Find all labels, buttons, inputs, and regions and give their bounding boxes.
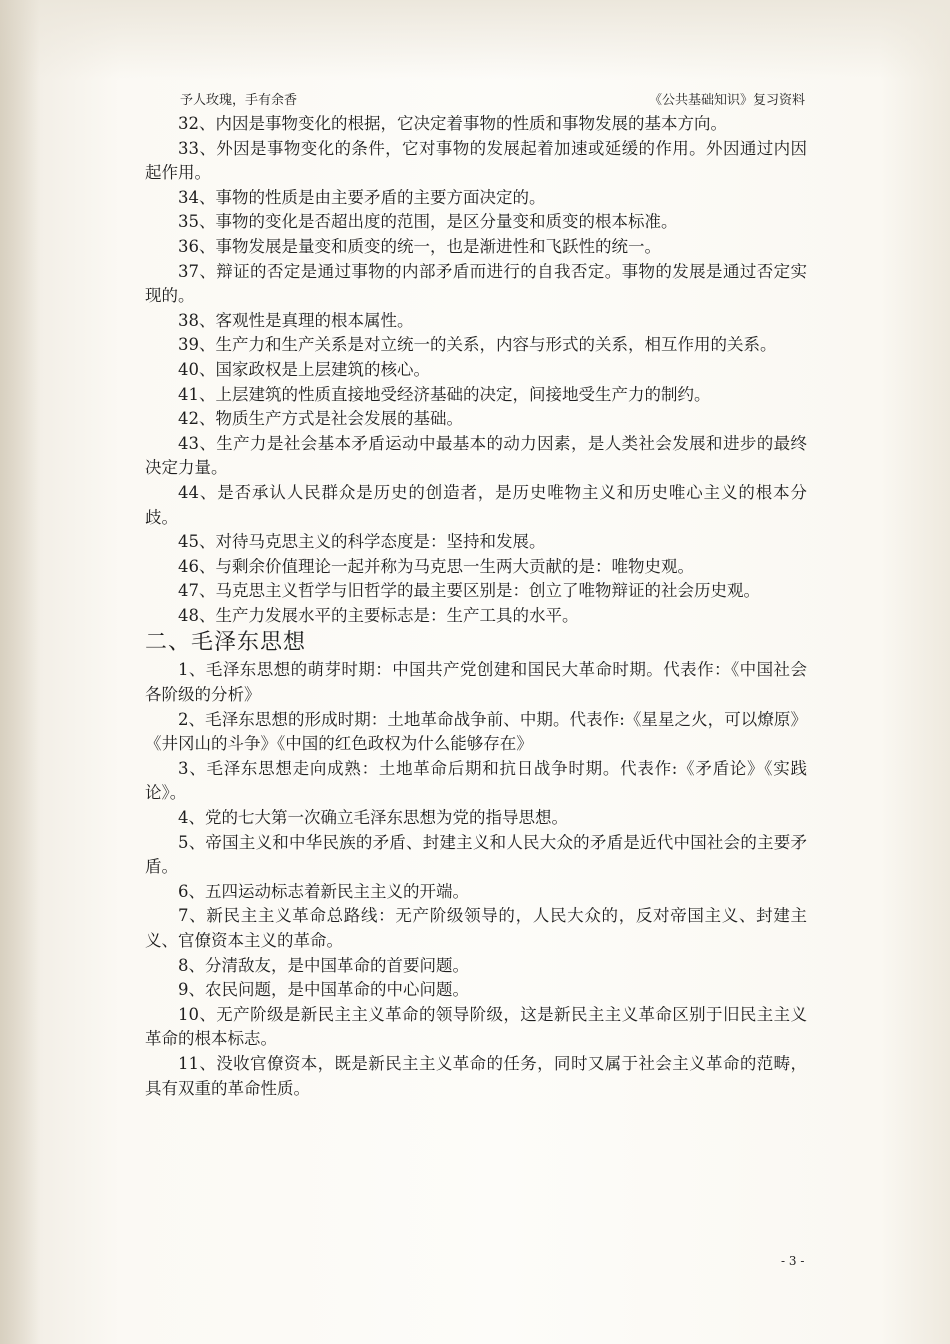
page-number: - 3 - [781,1254,805,1268]
list-item: 7、新民主主义革命总路线：无产阶级领导的，人民大众的，反对帝国主义、封建主义、官僚资本主义的革命。 [145,906,807,950]
list-item: 1、毛泽东思想的萌芽时期：中国共产党创建和国民大革命时期。代表作：《中国社会各阶级的分析》 [145,660,807,705]
list-item: 10、无产阶级是新民主主义革命的领导阶级，这是新民主主义革命区别于旧民主主义革命的根本标志。 [145,1004,807,1049]
list-item: 46、与剩余价值理论一起并称为马克思一生两大贡献的是：唯物史观。 [178,556,694,576]
page-top-shadow [0,0,950,80]
list-item: 34、事物的性质是由主要矛盾的主要方面决定的。 [178,187,546,207]
page-binding-shadow [0,0,40,1344]
section-mao-items [145,658,807,1101]
list-item: 37、辩证的否定是通过事物的内部矛盾而进行的自我否定。事物的发展是通过否定实现的。 [145,261,807,306]
list-item: 48、生产力发展水平的主要标志是：生产工具的水平。 [178,605,579,625]
list-item: 11、没收官僚资本，既是新民主主义革命的任务，同时又属于社会主义革命的范畴，具有双重的革命性质。 [145,1053,807,1098]
list-item: 8、分清敌友，是中国革命的首要问题。 [178,955,469,975]
list-item: 9、农民问题，是中国革命的中心问题。 [178,980,469,1000]
list-item: 41、上层建筑的性质直接地受经济基础的决定，间接地受生产力的制约。 [178,384,711,404]
list-item: 40、国家政权是上层建筑的核心。 [178,359,430,379]
list-item: 4、党的七大第一次确立毛泽东思想为党的指导思想。 [178,808,568,828]
list-item: 47、马克思主义哲学与旧哲学的最主要区别是：创立了唯物辩证的社会历史观。 [178,581,760,601]
list-item: 45、对待马克思主义的科学态度是：坚持和发展。 [178,532,546,552]
list-item: 3、毛泽东思想走向成熟：土地革命后期和抗日战争时期。代表作:《矛盾论》《实践论》。 [145,758,807,803]
list-item: 5、帝国主义和中华民族的矛盾、封建主义和人民大众的矛盾是近代中国社会的主要矛盾。 [145,832,807,877]
header-motto: 予人玫瑰，手有余香 [180,93,298,108]
list-item: 38、客观性是真理的根本属性。 [178,310,414,330]
section-marxism-items [145,112,807,628]
list-item: 43、生产力是社会基本矛盾运动中最基本的动力因素，是人类社会发展和进步的最终决定力量。 [145,433,807,478]
list-item: 35、事物的变化是否超出度的范围，是区分量变和质变的根本标准。 [178,212,678,232]
list-item: 33、外因是事物变化的条件，它对事物的发展起着加速或延缓的作用。外因通过内因起作用。 [145,138,807,183]
list-item: 42、物质生产方式是社会发展的基础。 [178,409,463,429]
document-body [145,112,807,1101]
list-item: 6、五四运动标志着新民主主义的开端。 [178,881,469,901]
header-doc-title: 《公共基础知识》复习资料 [648,93,805,108]
page-header [180,89,805,108]
list-item: 2、毛泽东思想的形成时期：土地革命战争前、中期。代表作:《星星之火，可以燎原》《井冈山的斗争》《中国的红色政权为什么能够存在》 [145,709,807,754]
list-item: 32、内因是事物变化的根据，它决定着事物的性质和事物发展的基本方向。 [178,114,727,133]
section-heading: 二、毛泽东思想 [145,630,307,656]
list-item: 44、是否承认人民群众是历史的创造者，是历史唯物主义和历史唯心主义的根本分歧。 [145,482,807,527]
list-item: 39、生产力和生产关系是对立统一的关系，内容与形式的关系，相互作用的关系。 [178,335,777,355]
list-item: 36、事物发展是量变和质变的统一，也是渐进性和飞跃性的统一。 [178,236,661,256]
